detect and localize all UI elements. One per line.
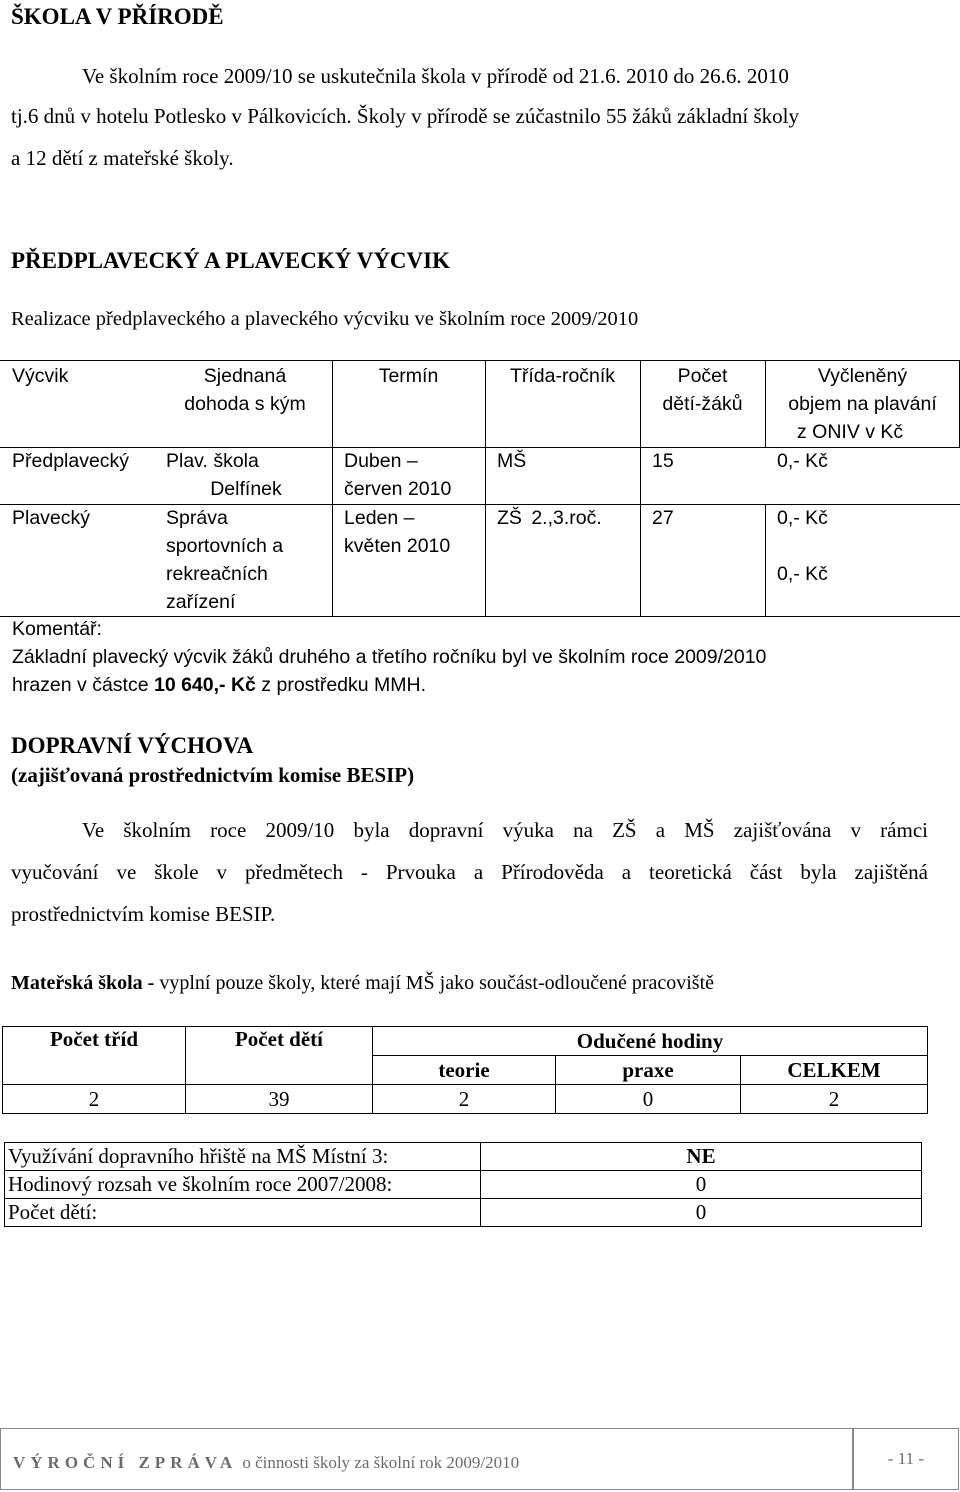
- page-number: - 11 -: [887, 1449, 925, 1468]
- paragraph-line: tj.6 dnů v hotelu Potlesko v Pálkovicích. Školy v přírodě se zúčastnilo 55 žáků základní školy: [11, 104, 799, 128]
- section-subheading: Realizace předplaveckého a plaveckého výcviku ve školním roce 2009/2010: [11, 308, 639, 330]
- row-dohoda: Plav. škola: [166, 450, 259, 472]
- row-trida: ZŠ 2.,3.roč.: [497, 507, 602, 529]
- paragraph-line: vyučování ve škole v předmětech - Prvouka a Přírodověda a teoretická část byla zajištěná: [11, 860, 928, 884]
- row-dohoda: rekreačních: [166, 563, 268, 585]
- row-objem: 0,- Kč: [777, 563, 828, 585]
- table-cell: 2: [3, 1085, 186, 1114]
- hriste-value: 0: [481, 1199, 922, 1227]
- section-heading-dopravni: DOPRAVNÍ VÝCHOVA: [11, 733, 254, 758]
- row-objem: 0,- Kč: [777, 507, 828, 529]
- ms-table: [2, 1026, 928, 1114]
- row-trida: MŠ: [497, 450, 527, 472]
- header-praxe: praxe: [556, 1056, 741, 1085]
- header-sjednana: Sjednaná: [203, 365, 287, 387]
- hriste-label: Počet dětí:: [5, 1199, 481, 1227]
- header-vycvik: Výcvik: [12, 365, 69, 387]
- header-objem: z ONIV v Kč: [797, 421, 904, 443]
- section-heading-skola-v-prirode: ŠKOLA V PŘÍRODĚ: [11, 4, 224, 29]
- row-dohoda: sportovních a: [166, 535, 284, 557]
- table-cell: 39: [186, 1085, 373, 1114]
- paragraph-line: prostřednictvím komise BESIP.: [11, 902, 276, 926]
- page-footer: [0, 1428, 960, 1490]
- hriste-label: Využívání dopravního hřiště na MŠ Místní 3:: [5, 1143, 481, 1171]
- header-termin: Termín: [378, 365, 439, 387]
- footer-title: VÝROČNÍ ZPRÁVA: [13, 1453, 238, 1472]
- ms-title: Mateřská škola - vyplní pouze školy, které mají MŠ jako součást-odloučené pracoviště: [11, 972, 715, 994]
- header-teorie: teorie: [373, 1056, 556, 1085]
- row-termin: květen 2010: [344, 535, 451, 557]
- komentar-text: hrazen v částce 10 640,- Kč z prostředku MMH.: [12, 674, 427, 696]
- hriste-value: NE: [481, 1143, 922, 1171]
- footer-subtitle: o činnosti školy za školní rok 2009/2010: [242, 1453, 520, 1472]
- header-oducene-hodiny: Odučené hodiny: [373, 1027, 928, 1056]
- table-cell: 2: [373, 1085, 556, 1114]
- footer-title-box: [0, 1428, 853, 1490]
- row-dohoda: Delfínek: [210, 478, 282, 500]
- hriste-label: Hodinový rozsah ve školním roce 2007/2008:: [5, 1171, 481, 1199]
- row-pocet: 15: [652, 450, 674, 472]
- header-pocet-trid: Počet tříd: [3, 1027, 186, 1085]
- table-cell: 2: [741, 1085, 928, 1114]
- komentar-text: Základní plavecký výcvik žáků druhého a třetího ročníku byl ve školním roce 2009/2010: [12, 646, 767, 668]
- header-pocet: dětí-žáků: [662, 393, 743, 415]
- row-dohoda: Správa: [166, 507, 228, 529]
- row-vycvik: Plavecký: [12, 507, 91, 529]
- header-celkem: CELKEM: [741, 1056, 928, 1085]
- paragraph-line: Ve školním roce 2009/10 byla dopravní výuka na ZŠ a MŠ zajišťována v rámci: [82, 818, 928, 842]
- row-dohoda: zařízení: [166, 591, 236, 613]
- row-pocet: 27: [652, 507, 674, 529]
- header-trida: Třída-ročník: [509, 365, 616, 387]
- hriste-value: 0: [481, 1171, 922, 1199]
- header-sjednana: dohoda s kým: [184, 393, 306, 415]
- header-pocet-deti: Počet dětí: [186, 1027, 373, 1085]
- row-termin: Duben –: [344, 450, 418, 472]
- header-objem: objem na plavání: [788, 393, 937, 415]
- header-pocet: Počet: [677, 365, 728, 387]
- footer-page-box: [853, 1428, 959, 1490]
- row-termin: červen 2010: [344, 478, 452, 500]
- section-subheading: (zajišťovaná prostřednictvím komise BESIP): [11, 763, 415, 787]
- row-vycvik: Předplavecký: [12, 450, 130, 472]
- paragraph-line: a 12 dětí z mateřské školy.: [11, 146, 234, 170]
- section-heading-plavani: PŘEDPLAVECKÝ A PLAVECKÝ VÝCVIK: [11, 248, 450, 273]
- komentar-label: Komentář:: [12, 618, 102, 640]
- row-objem: 0,- Kč: [777, 450, 828, 472]
- header-objem: Vyčleněný: [817, 365, 908, 387]
- hriste-table: [4, 1142, 922, 1227]
- paragraph-line: Ve školním roce 2009/10 se uskutečnila škola v přírodě od 21.6. 2010 do 26.6. 2010: [82, 64, 789, 88]
- table-cell: 0: [556, 1085, 741, 1114]
- row-termin: Leden –: [344, 507, 415, 529]
